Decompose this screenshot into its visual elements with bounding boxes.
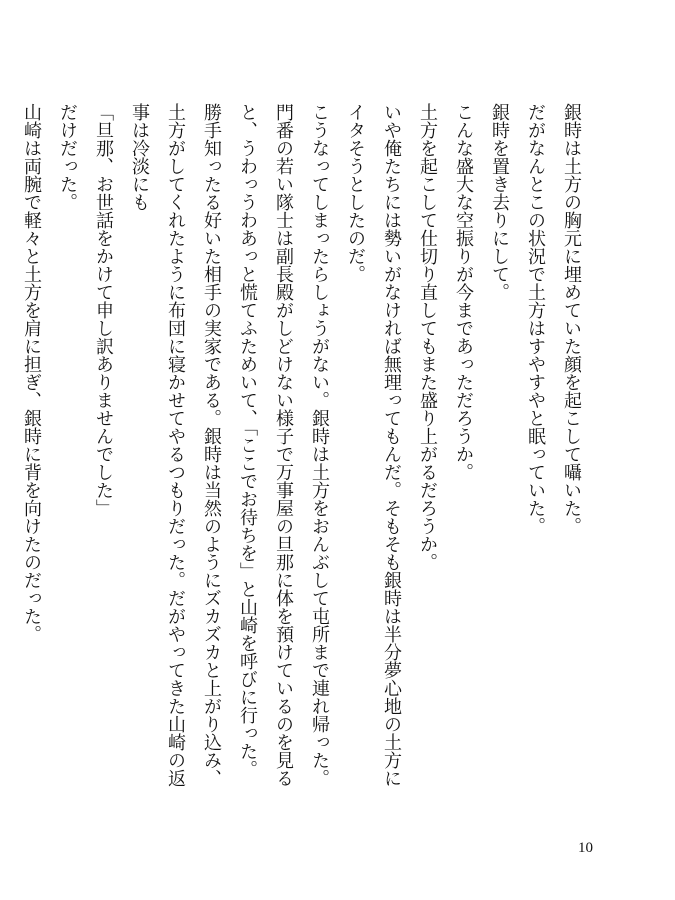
paragraph-9: 「旦那、お世話をかけて申し訳ありませんでした」: [93, 103, 114, 517]
page-number: 10: [578, 840, 593, 856]
paragraph-10: だけだった。: [57, 103, 78, 211]
paragraph-7: こうなってしまったらしょうがない。銀時は土方をおんぶして屯所まで連れ帰った。門番の若い隊士は副長殿がしどけない様子で万事屋の旦那に体を預けているのを見ると、うわっうわあっと慌てふためいて、「ここでお待ちを」と山崎を呼びに行った。: [237, 103, 330, 787]
paragraph-8: 勝手知ったる好いた相手の実家である。銀時は当然のようにズカズカと上がり込み、土方がしてくれたように布団に寝かせてやるつもりだった。だがやってきた山崎の返事は冷淡にも: [129, 103, 222, 787]
paragraph-5: 土方を起こして仕切り直してもまた盛り上がるだろうか。: [417, 103, 438, 571]
vertical-text-body: [13, 103, 589, 803]
paragraph-11: 山崎は両腕で軽々と土方を肩に担ぎ、銀時に背を向けたのだった。: [21, 103, 42, 643]
paragraph-3: 銀時を置き去りにして。: [489, 103, 510, 301]
paragraph-6: いや俺たちには勢いがなければ無理ってもんだ。そもそも銀時は半分夢心地の土方にイタそうとしたのだ。: [345, 103, 402, 787]
paragraph-4: こんな盛大な空振りが今まであっただろうか。: [453, 103, 474, 481]
paragraph-1: 銀時は土方の胸元に埋めていた顔を起こして囁いた。: [561, 103, 582, 535]
paragraph-2: だがなんとこの状況で土方はすやすやと眠っていた。: [525, 103, 546, 535]
